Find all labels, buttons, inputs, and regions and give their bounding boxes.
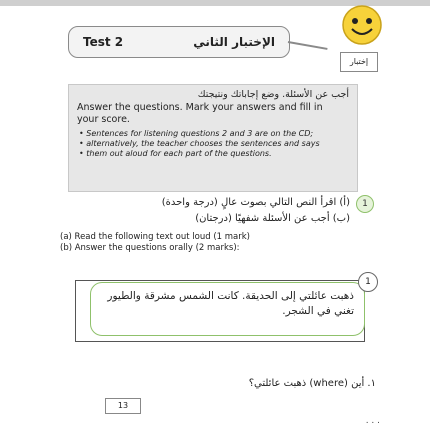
instructions-line1: Answer the questions. Mark your answers and fill in [77, 102, 323, 113]
instructions-box [68, 84, 358, 192]
instructions-note-line2: • alternatively, the teacher chooses the sentences and says [87, 139, 349, 149]
question1-english-a: (a) Read the following text out loud (1 mark) [60, 232, 250, 242]
test-label: Test 2 [83, 35, 124, 49]
bottom-partial-text: . . . [365, 416, 380, 426]
question-4-1: ١. أين (where) ذهبت عائلتي؟ [248, 378, 376, 389]
smiley-face-icon [340, 3, 384, 47]
exam-sign: إختبار [340, 52, 378, 72]
answer-box[interactable]: 13 [105, 398, 141, 414]
test-label-arabic: الإختبار الثاني [193, 35, 275, 49]
instructions-note-line3: • them out aloud for each part of the questions. [87, 149, 349, 159]
question1-arabic-a: (أ) اقرأ النص التالي بصوت عالٍ (درجة واحدة) [161, 197, 350, 208]
instructions-note-line1: • Sentences for listening questions 2 and 3 are on the CD; [87, 129, 349, 139]
instructions-line2: your score. [77, 114, 130, 125]
test-title-tab [68, 26, 290, 58]
reading-text: ذهبت عائلتي إلى الحديقة. كانت الشمس مشرقة والطيور تغني في الشجر. [90, 282, 365, 336]
tab-connector-line [288, 41, 328, 50]
question1-english [60, 232, 250, 254]
reading-mark-circle: 1 [358, 272, 378, 292]
question1-english-b: (b) Answer the questions orally (2 marks): [60, 243, 240, 253]
question-number-badge: 1 [356, 195, 374, 213]
instructions-arabic: أجب عن الأسئلة. وضع إجاباتك ونتيجتك [197, 89, 349, 100]
question1-arabic-b: (ب) أجب عن الأسئلة شفهيًا (درجتان) [195, 213, 350, 224]
